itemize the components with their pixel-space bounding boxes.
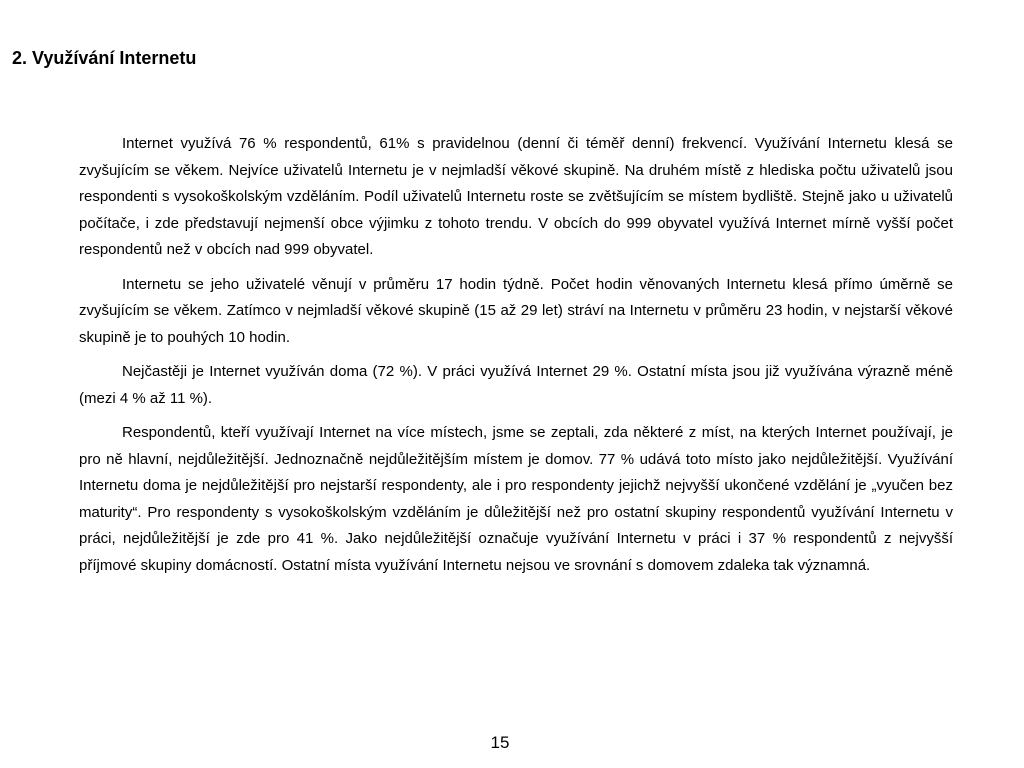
body-text (79, 131, 953, 587)
paragraph-internet-usage: Internet využívá 76 % respondentů, 61% s pravidelnou (denní či téměř denní) frekvencí. Využívání Internetu klesá se zvyšujícím se věkem. Nejvíce uživatelů Internetu je v nejmladší věkové skupině. Na druhém místě z hlediska počtu uživatelů jsou respondenti s vysokoškolským vzděláním. Podíl uživatelů Internetu roste se zvětšujícím se místem bydliště. Stejně jako u uživatelů počítače, i zde představují nejmenší obce výjimku z tohoto trendu. V obcích do 999 obyvatel využívá Internet mírně vyšší počet respondentů než v obcích nad 999 obyvatel. (79, 135, 953, 258)
paragraph-usage-locations: Nejčastěji je Internet využíván doma (72 %). V práci využívá Internet 29 %. Ostatní místa jsou již využívána výrazně méně (mezi 4 % až 11 %). (79, 363, 953, 407)
page-title: 2. Využívání Internetu (12, 48, 197, 68)
paragraph-weekly-hours: Internetu se jeho uživatelé věnují v průměru 17 hodin týdně. Počet hodin věnovaných Internetu klesá přímo úměrně se zvyšujícím se věkem. Zatímco v nejmladší věkové skupině (15 až 29 let) stráví na Internetu v průměru 23 hodin, v nejstarší věkové skupině je to pouhých 10 hodin. (79, 275, 953, 346)
paragraph-main-location: Respondentů, kteří využívají Internet na více místech, jsme se zeptali, zda některé z míst, na kterých Internet používají, je pro ně hlavní, nejdůležitější. Jednoznačně nejdůležitějším místem je domov. 77 % udává toto místo jako nejdůležitější. Využívání Internetu doma je nejdůležitější pro nejstarší respondenty, ale i pro respondenty jejichž nejvyšší ukončené vzdělání je „vyučen bez maturity“. Pro respondenty s vysokoškolským vzděláním je důležitější než pro ostatní skupiny respondentů využívání Internetu v práci, nejdůležitější je zde pro 41 %. Jako nejdůležitější označuje využívání Internetu v práci i 37 % respondentů z nejvyšší příjmové skupiny domácností. Ostatní místa využívání Internetu nejsou ve srovnání s domovem zdaleka tak významná. (79, 424, 953, 574)
page-number: 15 (490, 733, 510, 752)
